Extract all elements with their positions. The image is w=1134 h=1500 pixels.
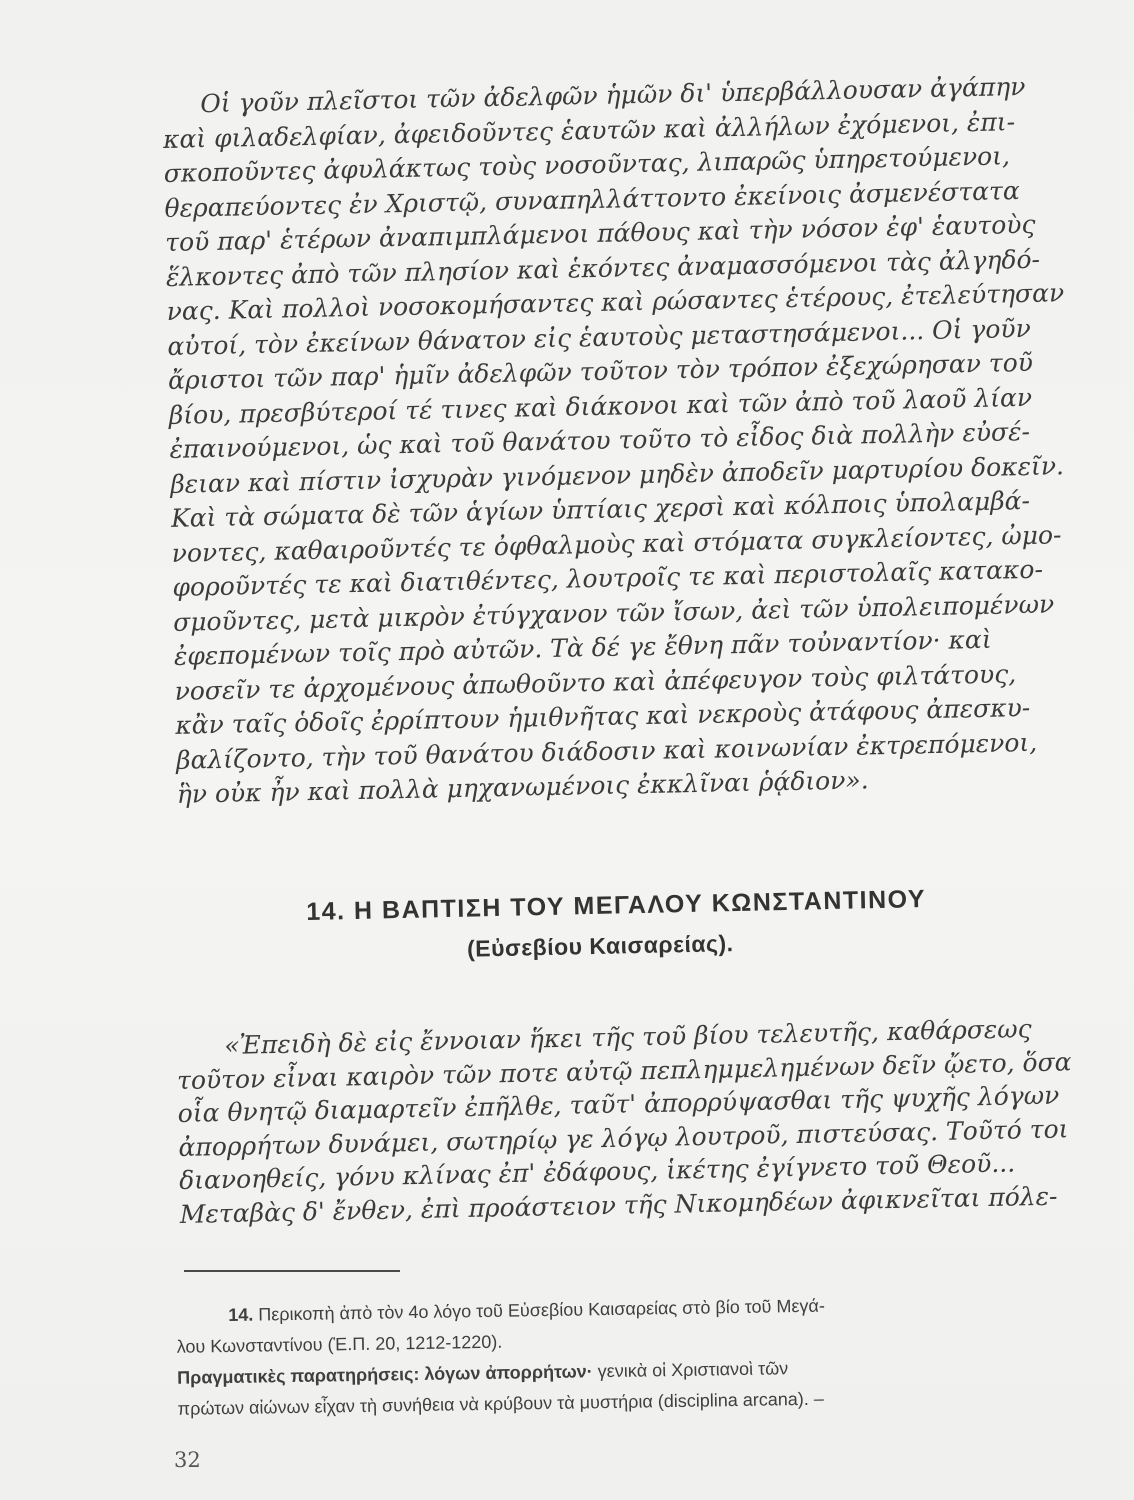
footnote-label: Πραγματικὲς παρατηρήσεις: λόγων ἀπορρήτων· — [177, 1361, 593, 1388]
footnote-line: πρώτων αἰώνων εἶχαν τὴ συνήθεια νὰ κρύβουν τὰ μυστήρια (disciplina arcana). – — [177, 1388, 824, 1419]
text-line: Οἱ γοῦν πλεῖστοι τῶν ἀδελφῶν ἡμῶν δι' ὑπερβάλλουσαν ἀγάπην — [200, 71, 1026, 119]
text-line: «Ἐπειδὴ δὲ εἰς ἔννοιαν ἥκει τῆς τοῦ βίου τελευτῆς, καθάρσεως — [224, 1014, 1032, 1060]
text-line: φοροῦντές τε καὶ διατιθέντες, λουτροῖς τε καὶ περιστολαῖς κατακο- — [172, 554, 1044, 602]
text-line: τοῦ παρ' ἑτέρων ἀναπιμπλάμενοι πάθους καὶ τὴν νόσον ἐφ' ἑαυτοὺς — [164, 209, 1036, 257]
text-line: τοῦτον εἶναι καιρὸν τῶν ποτε αὐτῷ πεπλημμελημένων δεῖν ᾤετο, ὅσα — [176, 1046, 1072, 1095]
text-line: ἕλκοντες ἀπὸ τῶν πλησίον καὶ ἑκόντες ἀναμασσόμενοι τὰς ἀλγηδό- — [165, 244, 1041, 292]
text-line: αὐτοί, τὸν ἐκείνων θάνατον εἰς ἑαυτοὺς μεταστησάμενοι... Οἱ γοῦν — [167, 313, 1032, 361]
section-heading — [306, 885, 947, 966]
footnote-text: γενικὰ οἱ Χριστιανοὶ τῶν — [592, 1358, 789, 1382]
text-line: Μεταβὰς δ' ἔνθεν, ἐπὶ προάστειον τῆς Νικομηδέων ἀφικνεῖται πόλε- — [179, 1181, 1058, 1229]
text-line: σμοῦντες, μετὰ μικρὸν ἐτύγχανον τῶν ἴσων, ἀεὶ τῶν ὑπολειπομένων — [172, 588, 1055, 637]
text-line: οἷα θνητῷ διαμαρτεῖν ἐπῆλθε, ταῦτ' ἀπορρύψασθαι τῆς ψυχῆς λόγων — [177, 1080, 1060, 1128]
text-line: βειαν καὶ πίστιν ἰσχυρὰν γινόμενον μηδὲν ἀποδεῖν μαρτυρίου δοκεῖν. — [169, 450, 1065, 499]
footnote-number: 14. — [228, 1304, 254, 1325]
footnote-divider — [184, 1270, 400, 1272]
quote-paragraph — [176, 1012, 1072, 1231]
text-line: ἣν οὐκ ἦν καὶ πολλὰ μηχανωμένοις ἐκκλῖναι ῥᾴδιον». — [176, 765, 869, 809]
text-line: καὶ φιλαδελφίαν, ἀφειδοῦντες ἑαυτῶν καὶ ἀλλήλων ἐχόμενοι, ἐπι- — [162, 106, 1016, 154]
text-line: ἐπαινούμενοι, ὡς καὶ τοῦ θανάτου τοῦτο τὸ εἶδος διὰ πολλὴν εὐσέ- — [169, 416, 1031, 464]
text-line: ἀπορρήτων δυνάμει, σωτηρίῳ γε λόγῳ λουτροῦ, πιστεύσας. Τοῦτό τοι — [178, 1113, 1069, 1162]
section-subtitle: (Εὐσεβίου Καισαρείας). — [466, 930, 734, 962]
page-number: 32 — [174, 1448, 201, 1472]
text-line: βαλίζοντο, τὴν τοῦ θανάτου διάδοσιν καὶ κοινωνίαν ἐκτρεπόμενοι, — [175, 727, 1038, 775]
text-line: νοντες, καθαιροῦντές τε ὀφθαλμοὺς καὶ στόματα συγκλείοντες, ὠμο- — [171, 519, 1062, 568]
text-line: κἂν ταῖς ὁδοῖς ἐρρίπτουν ἡμιθνῆτας καὶ νεκροὺς ἀτάφους ἀπεσκυ- — [175, 692, 1031, 740]
text-line: σκοποῦντες ἀφυλάκτως τοὺς νοσοῦντας, λιπαρῶς ὑπηρετούμενοι, — [163, 141, 1011, 188]
footnote-line: λου Κωνσταντίνου (Ἑ.Π. 20, 1212-1220). — [176, 1331, 503, 1357]
text-line: νας. Καὶ πολλοὶ νοσοκομήσαντες καὶ ρώσαντες ἑτέρους, ἐτελεύτησαν — [166, 278, 1065, 326]
text-line: νοσεῖν τε ἀρχομένους ἀπωθοῦντο καὶ ἀπέφευγον τοὺς φιλτάτους, — [174, 658, 1017, 706]
section-title: 14. Η ΒΑΠΤΙΣΗ ΤΟΥ ΜΕΓΑΛΟΥ ΚΩΝΣΤΑΝΤΙΝΟΥ — [306, 885, 927, 926]
footnote-text: Περικοπὴ ἀπὸ τὸν 4ο λόγο τοῦ Εὐσεβίου Καισαρείας στὸ βίο τοῦ Μεγά- — [258, 1295, 826, 1325]
text-line: ἄριστοι τῶν παρ' ἡμῖν ἀδελφῶν τοῦτον τὸν τρόπον ἐξεχώρησαν τοῦ — [167, 347, 1034, 395]
text-line: θεραπεύοντες ἐν Χριστῷ, συναπηλλάττοντο ἐκείνοις ἀσμενέστατα — [164, 175, 1021, 223]
footnotes — [176, 1287, 1080, 1424]
text-line: διανοηθείς, γόνυ κλίνας ἐπ' ἐδάφους, ἱκέτης ἐγίγνετο τοῦ Θεοῦ... — [178, 1148, 1016, 1195]
body-paragraph — [162, 70, 1065, 813]
text-line: ἐφεπομένων τοῖς πρὸ αὐτῶν. Τὰ δέ γε ἔθνη πᾶν τοὐναντίον· καὶ — [173, 624, 992, 671]
text-line: βίου, πρεσβύτεροί τέ τινες καὶ διάκονοι καὶ τῶν ἀπὸ τοῦ λαοῦ λίαν — [168, 382, 1033, 430]
text-line: Καὶ τὰ σώματα δὲ τῶν ἁγίων ὑπτίαις χερσὶ καὶ κόλποις ὑπολαμβά- — [170, 485, 1031, 533]
